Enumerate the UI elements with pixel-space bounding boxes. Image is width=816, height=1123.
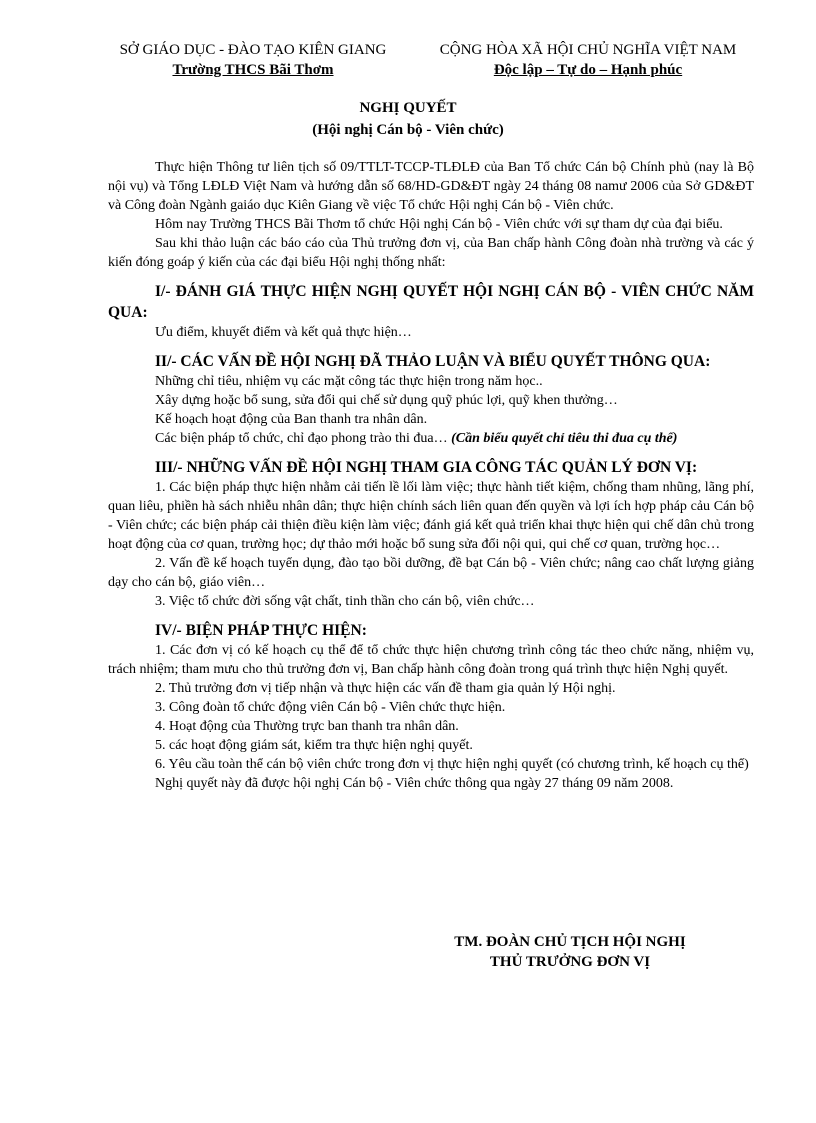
section-4-item: 6. Yêu cầu toàn thể cán bộ viên chức trong đơn vị thực hiện nghị quyết (có chương trình, kế hoạch cụ thể)	[155, 757, 749, 772]
section-heading-4: IV/- BIỆN PHÁP THỰC HIỆN:	[155, 622, 367, 639]
section-2-item: Những chỉ tiêu, nhiệm vụ các mặt công tác thực hiện trong năm học..	[155, 374, 543, 389]
document-body	[108, 158, 754, 793]
national-title: CỘNG HÒA XÃ HỘI CHỦ NGHĨA VIỆT NAM	[439, 42, 737, 58]
school-name: Trường THCS Bãi Thơm	[172, 62, 334, 78]
section-1-item: Ưu điểm, khuyết điểm và kết quả thực hiện…	[155, 325, 412, 340]
signature-line-1: TM. ĐOÀN CHỦ TỊCH HỘI NGHỊ	[454, 934, 686, 950]
section-3-item: 1. Các biện pháp thực hiện nhằm cải tiến lề lối làm việc; thực hành tiết kiệm, chống tham nhũng, lãng phí, quan liêu, phiền hà sách nhiễu nhân dân; thực hiện chính sách liên quan đến quyền và lợi ích hợp pháp cảu Cán bộ - Viên chức; các biện pháp cải thiện điều kiện làm việc; đánh giá kết quả triển khai thực hiện qui chế dân chủ trong hoạt động của cơ quan, trường học; dự thảo mới hoặc bổ sung sửa đổi nội qui, qui chế cơ quan, trường học…	[108, 480, 754, 552]
section-2-item: Xây dựng hoặc bổ sung, sửa đổi qui chế sử dụng quỹ phúc lợi, quỹ khen thưởng…	[155, 393, 618, 408]
section-2-item-with-note	[108, 429, 754, 448]
section-2-item-text: Các biện pháp tổ chức, chỉ đạo phong trào thi đua…	[155, 431, 452, 446]
document-title: NGHỊ QUYẾT	[359, 100, 457, 116]
header-left	[98, 40, 408, 80]
section-heading-3: III/- NHỮNG VẤN ĐỀ HỘI NGHỊ THAM GIA CÔNG TÁC QUẢN LÝ ĐƠN VỊ:	[155, 459, 698, 476]
section-heading-2: II/- CÁC VẤN ĐỀ HỘI NGHỊ ĐÃ THẢO LUẬN VÀ BIỂU QUYẾT THÔNG QUA:	[155, 353, 711, 370]
section-heading-1: I/- ĐÁNH GIÁ THỰC HIỆN NGHỊ QUYẾT HỘI NGHỊ CÁN BỘ - VIÊN CHỨC NĂM QUA:	[108, 283, 754, 321]
voting-note: (Cần biểu quyết chỉ tiêu thi đua cụ thể)	[451, 431, 678, 446]
section-4-item: 5. các hoạt động giám sát, kiểm tra thực hiện nghị quyết.	[155, 738, 473, 753]
adoption-statement: Nghị quyết này đã được hội nghị Cán bộ - Viên chức thông qua ngày 27 tháng 09 năm 2008.	[155, 776, 674, 791]
intro-paragraph: Sau khi thảo luận các báo cáo của Thủ trưởng đơn vị, của Ban chấp hành Công đoàn nhà trường và các ý kiến đóng goáp ý kiến của các đại biểu Hội nghị thống nhất:	[108, 236, 754, 270]
intro-paragraph: Thực hiện Thông tư liên tịch số 09/TTLT-TCCP-TLĐLĐ của Ban Tổ chức Cán bộ Chính phủ (nay là Bộ nội vụ) và Tổng LĐLĐ Việt Nam và hướng dẫn số 68/HD-GD&ĐT ngày 24 tháng 08 namư 2006 của Sở GD&ĐT và Công đoàn Ngành gaiáo dục Kiên Giang về việc Tổ chức Hội nghị Cán bộ - Viên chức.	[108, 160, 754, 213]
section-3-item: 2. Vấn đề kế hoạch tuyển dụng, đào tạo bồi dưỡng, đề bạt Cán bộ - Viên chức; nâng cao chất lượng giảng dạy cho cán bộ, giáo viên…	[108, 556, 754, 590]
signature-line-2: THỦ TRƯỞNG ĐƠN VỊ	[489, 954, 651, 970]
intro-paragraph: Hôm nay Trường THCS Bãi Thơm tổ chức Hội nghị Cán bộ - Viên chức với sự tham dự của đại biểu.	[155, 217, 723, 232]
section-4-item: 1. Các đơn vị có kế hoạch cụ thể để tổ chức thực hiện chương trình công tác theo chức năng, nhiệm vụ, trách nhiệm; tham mưu cho thủ trưởng đơn vị, Ban chấp hành công đoàn trong quá trình thực hiện Nghị quyết.	[108, 643, 754, 677]
section-3-item: 3. Việc tổ chức đời sống vật chất, tinh thần cho cán bộ, viên chức…	[155, 594, 535, 609]
national-motto: Độc lập – Tự do – Hạnh phúc	[493, 62, 683, 78]
section-4-item: 3. Công đoàn tổ chức động viên Cán bộ - Viên chức thực hiện.	[155, 700, 506, 715]
header-right	[418, 40, 758, 80]
department-name: SỞ GIÁO DỤC - ĐÀO TẠO KIÊN GIANG	[119, 42, 387, 58]
section-4-item: 2. Thủ trưởng đơn vị tiếp nhận và thực hiện các vấn đề tham gia quản lý Hội nghị.	[155, 681, 616, 696]
document-subtitle: (Hội nghị Cán bộ - Viên chức)	[312, 122, 504, 138]
section-4-item: 4. Hoạt động của Thường trực ban thanh tra nhân dân.	[155, 719, 459, 734]
section-2-item: Kế hoạch hoạt động của Ban thanh tra nhân dân.	[155, 412, 428, 427]
signature-block	[400, 932, 740, 972]
